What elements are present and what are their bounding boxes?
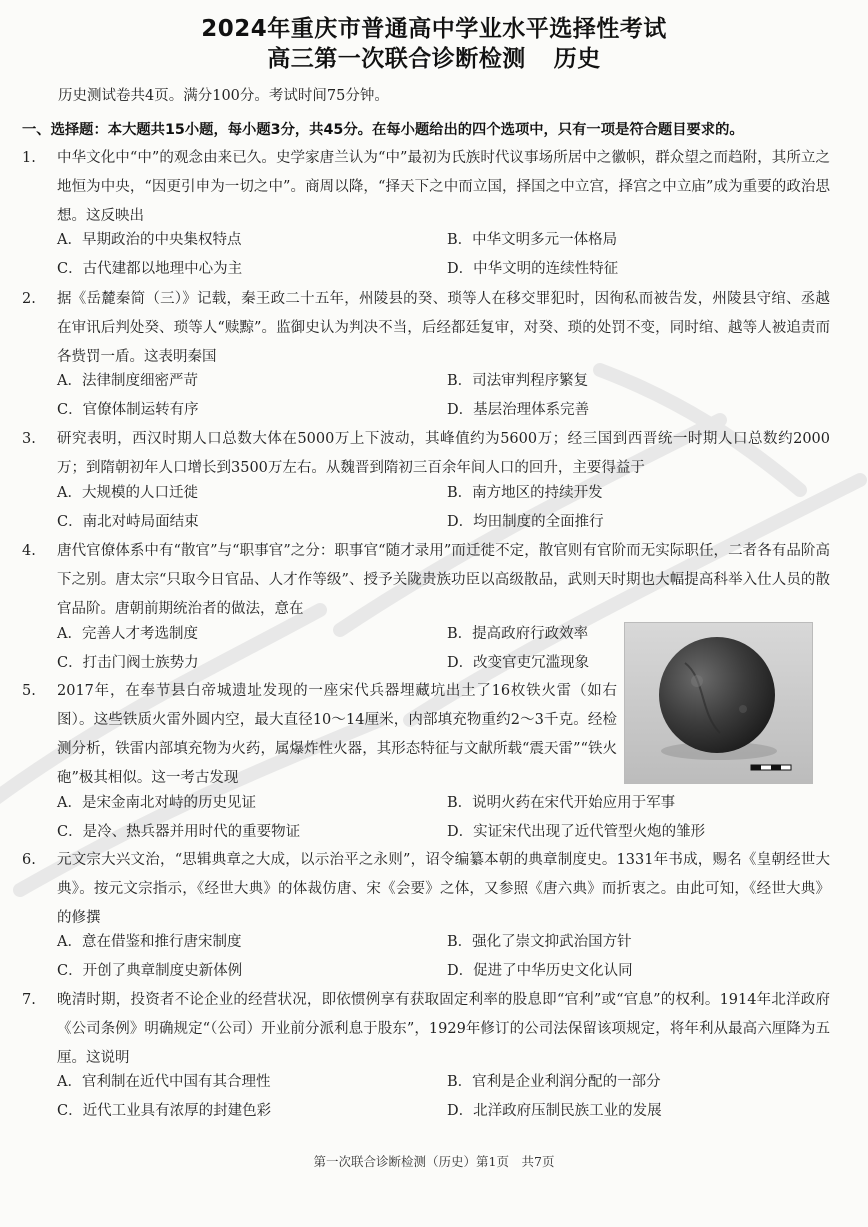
question-stem: 中华文化中“中”的观念由来已久。史学家唐兰认为“中”最初为氏族时代议事场所居中之徽帜，群众望之而趋附，其所立之地恒为中央，“因更引申为一切之中”。商周以降，“择天下之中而立国，择国之中立宫，择宫之中立庙”成为重要的政治思想。这反映出 (57, 150, 830, 224)
option-d[interactable]: D．中华文明的连续性特征 (447, 261, 619, 277)
option-b[interactable]: B．官利是企业利润分配的一部分 (447, 1074, 661, 1090)
option-c[interactable]: C．南北对峙局面结束 (57, 514, 199, 530)
option-c[interactable]: C．近代工业具有浓厚的封建色彩 (57, 1103, 272, 1119)
question-4 (22, 537, 830, 624)
option-b[interactable]: B．提高政府行政效率 (447, 626, 589, 642)
question-stem: 晚清时期，投资者不论企业的经营状况，即依惯例享有获取固定利率的股息即“官利”或“官息”的权利。1914年北洋政府《公司条例》明确规定“（公司）开业前分派利息于股东”，1929年修订的公司法保留该项规定，将年利从最高六厘降为五厘。这说明 (57, 992, 830, 1066)
question-number: 6. (22, 852, 36, 868)
option-b[interactable]: B．强化了崇文抑武治国方针 (447, 934, 632, 950)
exam-title: 2024年重庆市普通高中学业水平选择性考试 (201, 16, 667, 42)
question-stem: 元文宗大兴文治，“思辑典章之大成，以示治平之永则”，诏令编纂本朝的典章制度史。1331年书成，赐名《皇朝经世大典》。按元文宗指示，《经世大典》的体裁仿唐、宋《会要》之体，又参照《唐六典》而折衷之。由此可知，《经世大典》的修撰 (57, 852, 830, 926)
question-number: 1. (22, 150, 36, 166)
option-d[interactable]: D．基层治理体系完善 (447, 402, 590, 418)
scale-bar (751, 765, 791, 770)
question-number: 7. (22, 992, 36, 1008)
option-d[interactable]: D．均田制度的全面推行 (447, 514, 604, 530)
option-a[interactable]: A．大规模的人口迁徙 (57, 485, 198, 501)
section-heading: 一、选择题：本大题共15小题，每小题3分，共45分。在每小题给出的四个选项中，只有一项是符合题目要求的。 (22, 122, 744, 138)
exam-subject: 历史 (553, 46, 601, 72)
question-7 (22, 986, 830, 1073)
option-c[interactable]: C．官僚体制运转有序 (57, 402, 199, 418)
question-1 (22, 144, 830, 231)
question-6 (22, 846, 830, 933)
question-number: 2. (22, 291, 36, 307)
question-stem: 据《岳麓秦简（三）》记载，秦王政二十五年，州陵县的癸、琐等人在移交罪犯时，因徇私而被告发，州陵县守绾、丞越在审讯后判处癸、琐等人“赎黥”。监御史认为判决不当，后经都廷复审，对癸、琐的处罚不变，同时绾、越等人被追责而各赀罚一盾。这表明秦国 (57, 291, 830, 365)
option-b[interactable]: B．南方地区的持续开发 (447, 485, 603, 501)
question-2 (22, 285, 830, 372)
option-c[interactable]: C．古代建都以地理中心为主 (57, 261, 243, 277)
option-b[interactable]: B．说明火药在宋代开始应用于军事 (447, 795, 676, 811)
exam-subtitle-main: 高三第一次联合诊断检测 (267, 46, 526, 72)
option-d[interactable]: D．改变官吏冗滥现象 (447, 655, 590, 671)
option-d[interactable]: D．实证宋代出现了近代管型火炮的雏形 (447, 824, 706, 840)
option-a[interactable]: A．是宋金南北对峙的历史见证 (57, 795, 256, 811)
exam-intro: 历史测试卷共4页。满分100分。考试时间75分钟。 (58, 88, 389, 104)
option-b[interactable]: B．中华文明多元一体格局 (447, 232, 618, 248)
question-3 (22, 425, 830, 483)
option-a[interactable]: A．法律制度细密严苛 (57, 373, 198, 389)
exam-subtitle (0, 40, 868, 73)
iron-ball-icon (625, 623, 812, 783)
option-a[interactable]: A．完善人才考选制度 (57, 626, 198, 642)
option-c[interactable]: C．是冷、热兵器并用时代的重要物证 (57, 824, 301, 840)
question-stem: 唐代官僚体系中有“散官”与“职事官”之分：职事官“随才录用”而迁徙不定，散官则有官阶而无实际职任，二者各有品阶高下之别。唐太宗“只取今日官品、人才作等级”、授予关陇贵族功臣以高级散品，武则天时期也大幅提高科举入仕人员的散官品阶。唐朝前期统治者的做法，意在 (57, 543, 830, 617)
option-a[interactable]: A．官利制在近代中国有其合理性 (57, 1074, 271, 1090)
iron-thunderbomb-photo (624, 622, 813, 784)
option-b[interactable]: B．司法审判程序繁复 (447, 373, 589, 389)
question-number: 5. (22, 683, 36, 699)
question-5 (22, 677, 617, 793)
option-d[interactable]: D．北洋政府压制民族工业的发展 (447, 1103, 662, 1119)
option-c[interactable]: C．开创了典章制度史新体例 (57, 963, 243, 979)
question-stem: 2017年，在奉节县白帝城遗址发现的一座宋代兵器埋藏坑出土了16枚铁火雷（如右图）。这些铁质火雷外圆内空，最大直径10～14厘米，内部填充物重约2～3千克。经检测分析，铁雷内部填充物为火药，属爆炸性火器，其形态特征与文献所载“震天雷”“铁火砲”极其相似。这一考古发现 (57, 683, 617, 786)
option-c[interactable]: C．打击门阀士族势力 (57, 655, 199, 671)
option-a[interactable]: A．早期政治的中央集权特点 (57, 232, 242, 248)
question-number: 3. (22, 431, 36, 447)
question-stem: 研究表明，西汉时期人口总数大体在5000万上下波动，其峰值约为5600万；经三国到西晋统一时期人口总数约2000万；到隋朝初年人口增长到3500万左右。从魏晋到隋初三百余年间人口的回升，主要得益于 (57, 431, 830, 476)
page-footer: 第一次联合诊断检测（历史）第1页 共7页 (313, 1154, 555, 1169)
option-a[interactable]: A．意在借鉴和推行唐宋制度 (57, 934, 242, 950)
question-number: 4. (22, 543, 36, 559)
option-d[interactable]: D．促进了中华历史文化认同 (447, 963, 633, 979)
